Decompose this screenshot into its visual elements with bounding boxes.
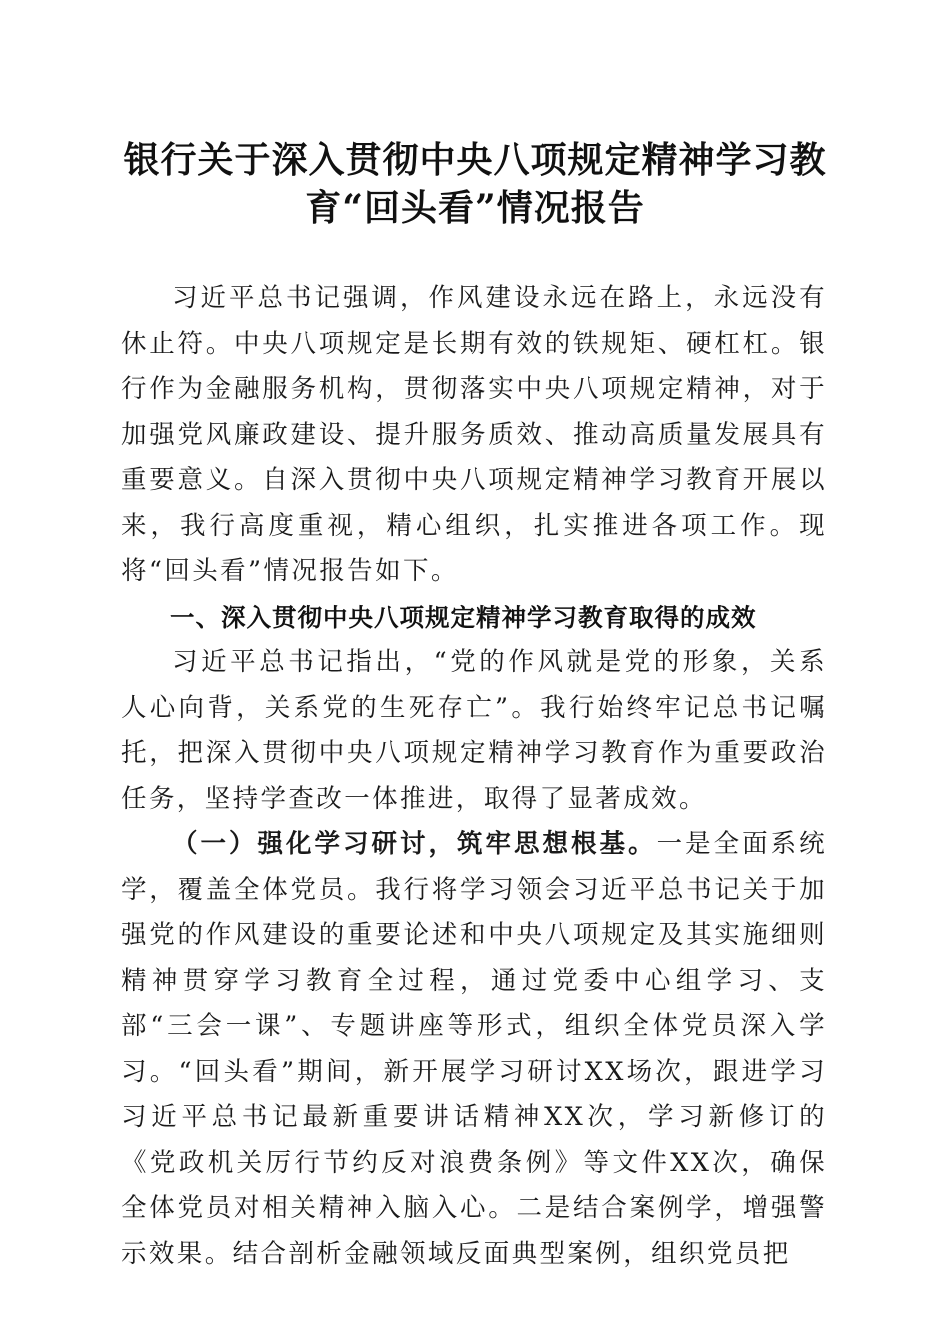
section-1-paragraph: 习近平总书记指出，“党的作风就是党的形象，关系人心向背，关系党的生死存亡”。我行始终牢记总书记嘱托，把深入贯彻中央八项规定精神学习教育作为重要政治任务，坚持学查改一体推进，取得了显著成效。 (121, 647, 827, 814)
subsection-1-heading: （一）强化学习研讨，筑牢思想根基。 (172, 829, 657, 859)
intro-paragraph: 习近平总书记强调，作风建设永远在路上，永远没有休止符。中央八项规定是长期有效的铁规矩、硬杠杠。银行作为金融服务机构，贯彻落实中央八项规定精神，对于加强党风廉政建设、提升服务质效、推动高质量发展具有重要意义。自深入贯彻中央八项规定精神学习教育开展以来，我行高度重视，精心组织，扎实推进各项工作。现将“回头看”情况报告如下。 (121, 283, 827, 586)
title-line-2: 育“回头看”情况报告 (305, 187, 645, 229)
title-line-1: 银行关于深入贯彻中央八项规定精神学习教 (123, 139, 827, 181)
section-1-heading: 一、深入贯彻中央八项规定精神学习教育取得的成效 (170, 602, 757, 632)
document-body (121, 276, 827, 1277)
subsection-1-paragraph (121, 822, 827, 1277)
subsection-1-body: 一是全面系统学，覆盖全体党员。我行将学习领会习近平总书记关于加强党的作风建设的重要论述和中央八项规定及其实施细则精神贯穿学习教育全过程，通过党委中心组学习、支部“三会一课”、专题讲座等形式，组织全体党员深入学习。“回头看”期间，新开展学习研讨XX场次，跟进学习习近平总书记最新重要讲话精神XX次，学习新修订的《党政机关厉行节约反对浪费条例》等文件XX次，确保全体党员对相关精神入脑入心。二是结合案例学，增强警示效果。结合剖析金融领域反面典型案例，组织党员把 (121, 829, 827, 1269)
document-title (110, 136, 840, 232)
